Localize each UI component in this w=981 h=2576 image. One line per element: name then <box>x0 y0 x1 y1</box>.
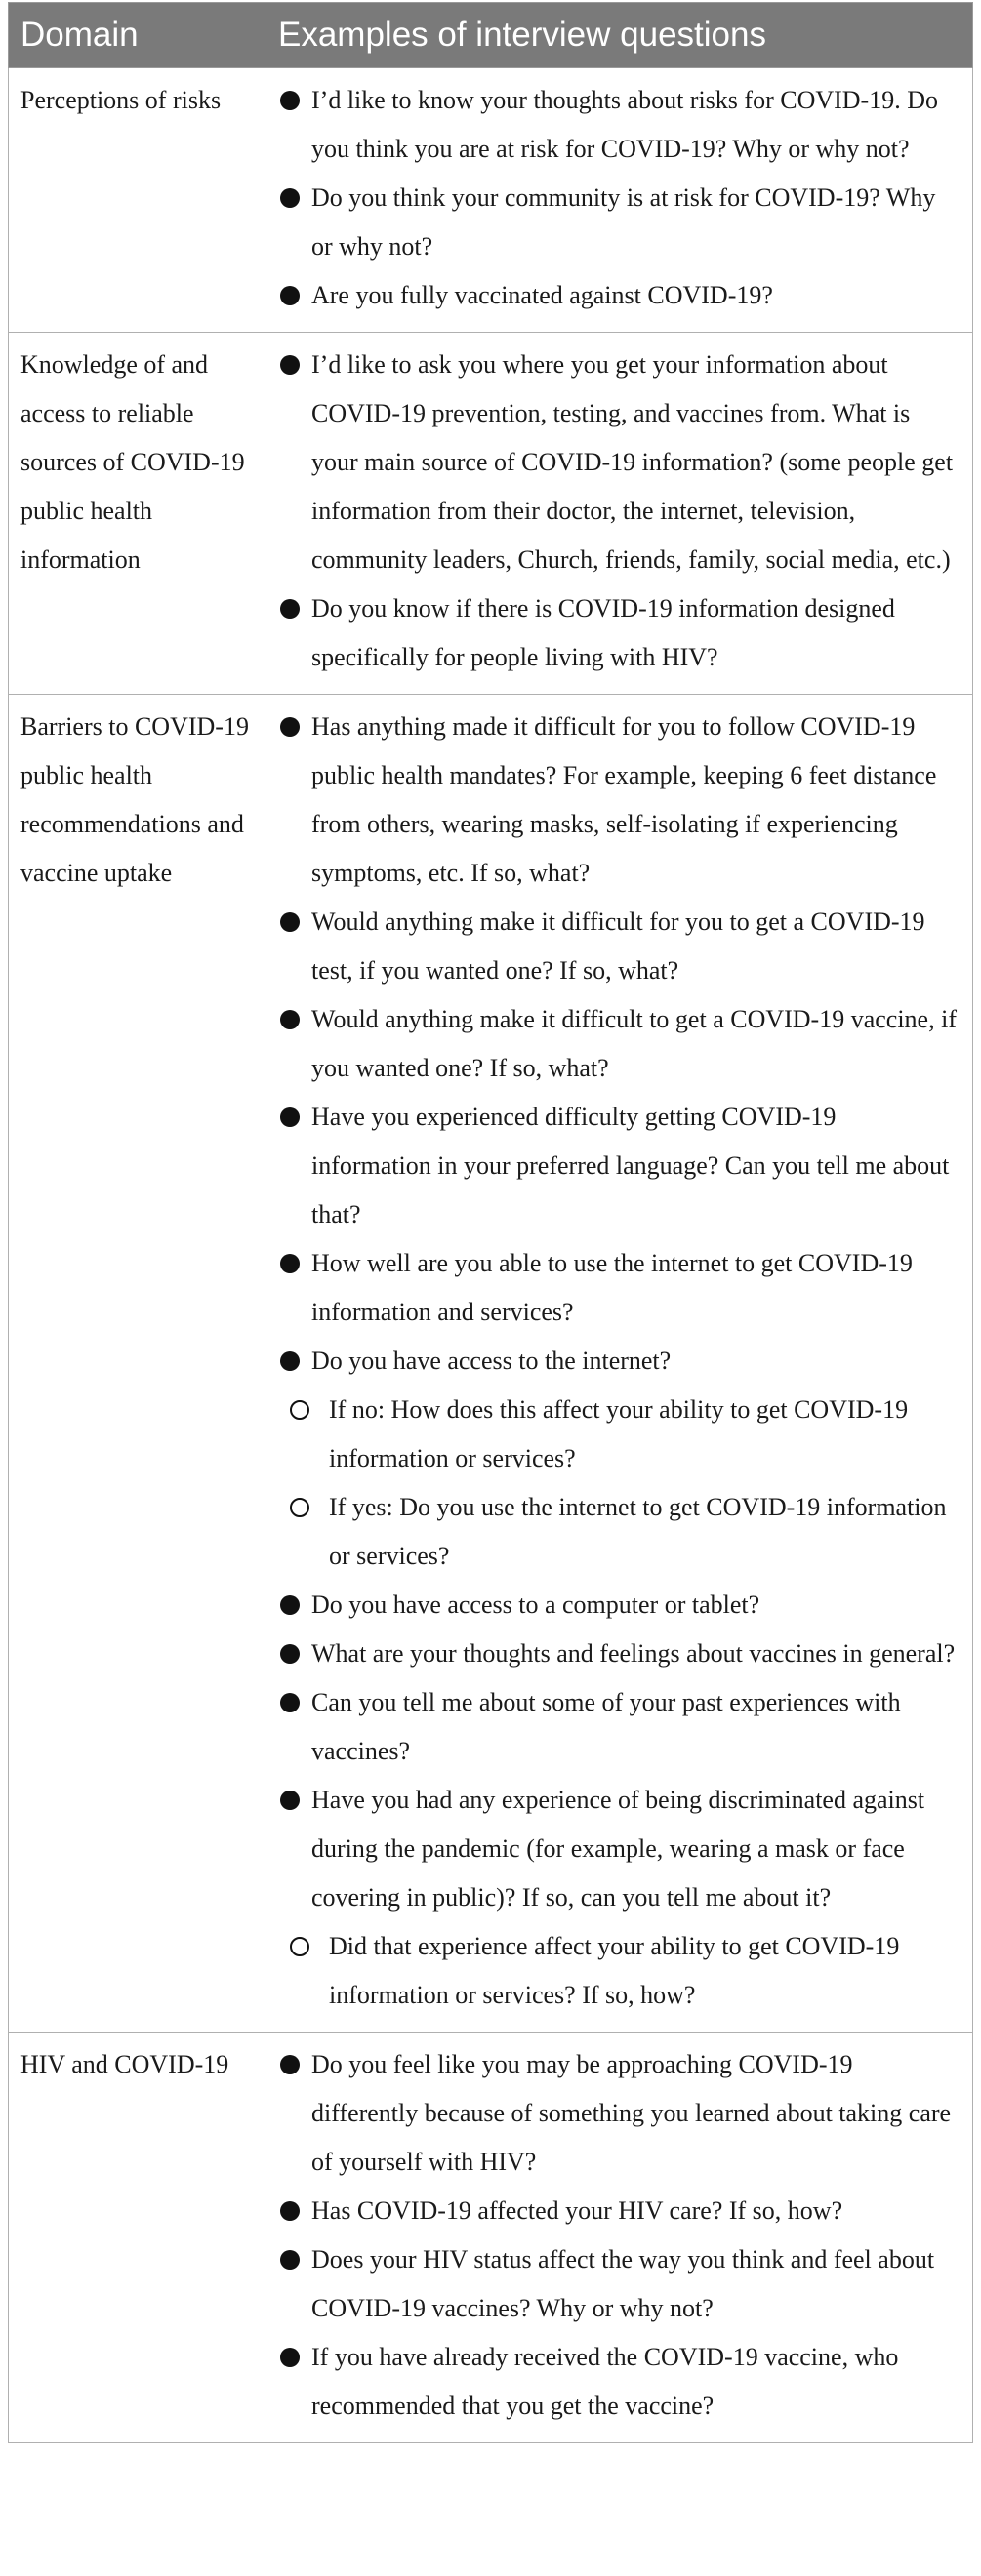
questions-cell <box>266 333 973 695</box>
filled-bullet-icon <box>280 2348 300 2367</box>
header-examples: Examples of interview questions <box>266 3 973 68</box>
question-item: Do you have access to a computer or tablet? <box>278 1581 961 1630</box>
hollow-bullet-icon <box>290 1937 309 1956</box>
questions-cell <box>266 2033 973 2443</box>
question-item: Would anything make it difficult to get a COVID-19 vaccine, if you wanted one? If so, what? <box>278 995 961 1093</box>
questions-cell <box>266 695 973 2033</box>
table-row <box>9 333 973 695</box>
hollow-bullet-icon <box>290 1498 309 1517</box>
filled-bullet-icon <box>280 1010 300 1029</box>
filled-bullet-icon <box>280 2201 300 2221</box>
table-row <box>9 2033 973 2443</box>
question-item: Would anything make it difficult for you to get a COVID-19 test, if you wanted one? If so, what? <box>278 898 961 995</box>
header-row <box>9 3 973 68</box>
domain-cell: Perceptions of risks <box>9 68 266 333</box>
question-item: Are you fully vaccinated against COVID-19? <box>278 271 961 320</box>
question-item: If you have already received the COVID-19 vaccine, who recommended that you get the vaccine? <box>278 2333 961 2431</box>
filled-bullet-icon <box>280 1644 300 1664</box>
question-item: Does your HIV status affect the way you think and feel about COVID-19 vaccines? Why or why not? <box>278 2235 961 2333</box>
filled-bullet-icon <box>280 1791 300 1810</box>
filled-bullet-icon <box>280 188 300 208</box>
filled-bullet-icon <box>280 1254 300 1273</box>
question-item: Has COVID-19 affected your HIV care? If so, how? <box>278 2187 961 2235</box>
question-item: Can you tell me about some of your past experiences with vaccines? <box>278 1678 961 1776</box>
filled-bullet-icon <box>280 1107 300 1127</box>
question-item: How well are you able to use the internet to get COVID-19 information and services? <box>278 1239 961 1337</box>
filled-bullet-icon <box>280 2055 300 2074</box>
interview-questions-table <box>8 2 973 2443</box>
question-item: Do you feel like you may be approaching COVID-19 differently because of something you learned about taking care of yourself with HIV? <box>278 2040 961 2187</box>
hollow-bullet-icon <box>290 1400 309 1420</box>
filled-bullet-icon <box>280 1351 300 1371</box>
filled-bullet-icon <box>280 286 300 305</box>
filled-bullet-icon <box>280 91 300 110</box>
table-row <box>9 68 973 333</box>
filled-bullet-icon <box>280 717 300 737</box>
question-item: Do you have access to the internet? <box>278 1337 961 1386</box>
filled-bullet-icon <box>280 2250 300 2270</box>
sub-question-item: Did that experience affect your ability to get COVID-19 information or services? If so, how? <box>278 1922 961 2020</box>
question-item: Have you had any experience of being discriminated against during the pandemic (for example, wearing a mask or face covering in public)? If so, can you tell me about it? <box>278 1776 961 1922</box>
question-item: I’d like to ask you where you get your information about COVID-19 prevention, testing, and vaccines from. What is your main source of COVID-19 information? (some people get information from their doctor, the internet, television, community leaders, Church, friends, family, social media, etc.) <box>278 341 961 584</box>
sub-question-item: If yes: Do you use the internet to get COVID-19 information or services? <box>278 1483 961 1581</box>
question-item: Do you think your community is at risk for COVID-19? Why or why not? <box>278 174 961 271</box>
filled-bullet-icon <box>280 1693 300 1712</box>
filled-bullet-icon <box>280 1595 300 1615</box>
domain-cell: Knowledge of and access to reliable sources of COVID-19 public health information <box>9 333 266 695</box>
question-item: Has anything made it difficult for you to follow COVID-19 public health mandates? For example, keeping 6 feet distance from others, wearing masks, self-isolating if experiencing symptoms, etc. If so, what? <box>278 703 961 898</box>
filled-bullet-icon <box>280 599 300 619</box>
filled-bullet-icon <box>280 355 300 375</box>
domain-cell: Barriers to COVID-19 public health recommendations and vaccine uptake <box>9 695 266 2033</box>
question-item: What are your thoughts and feelings about vaccines in general? <box>278 1630 961 1678</box>
questions-cell <box>266 68 973 333</box>
domain-cell: HIV and COVID-19 <box>9 2033 266 2443</box>
question-item: I’d like to know your thoughts about risks for COVID-19. Do you think you are at risk for COVID-19? Why or why not? <box>278 76 961 174</box>
table-row <box>9 695 973 2033</box>
question-item: Do you know if there is COVID-19 information designed specifically for people living with HIV? <box>278 584 961 682</box>
sub-question-item: If no: How does this affect your ability to get COVID-19 information or services? <box>278 1386 961 1483</box>
header-domain: Domain <box>9 3 266 68</box>
question-item: Have you experienced difficulty getting COVID-19 information in your preferred language? Can you tell me about that? <box>278 1093 961 1239</box>
filled-bullet-icon <box>280 912 300 932</box>
